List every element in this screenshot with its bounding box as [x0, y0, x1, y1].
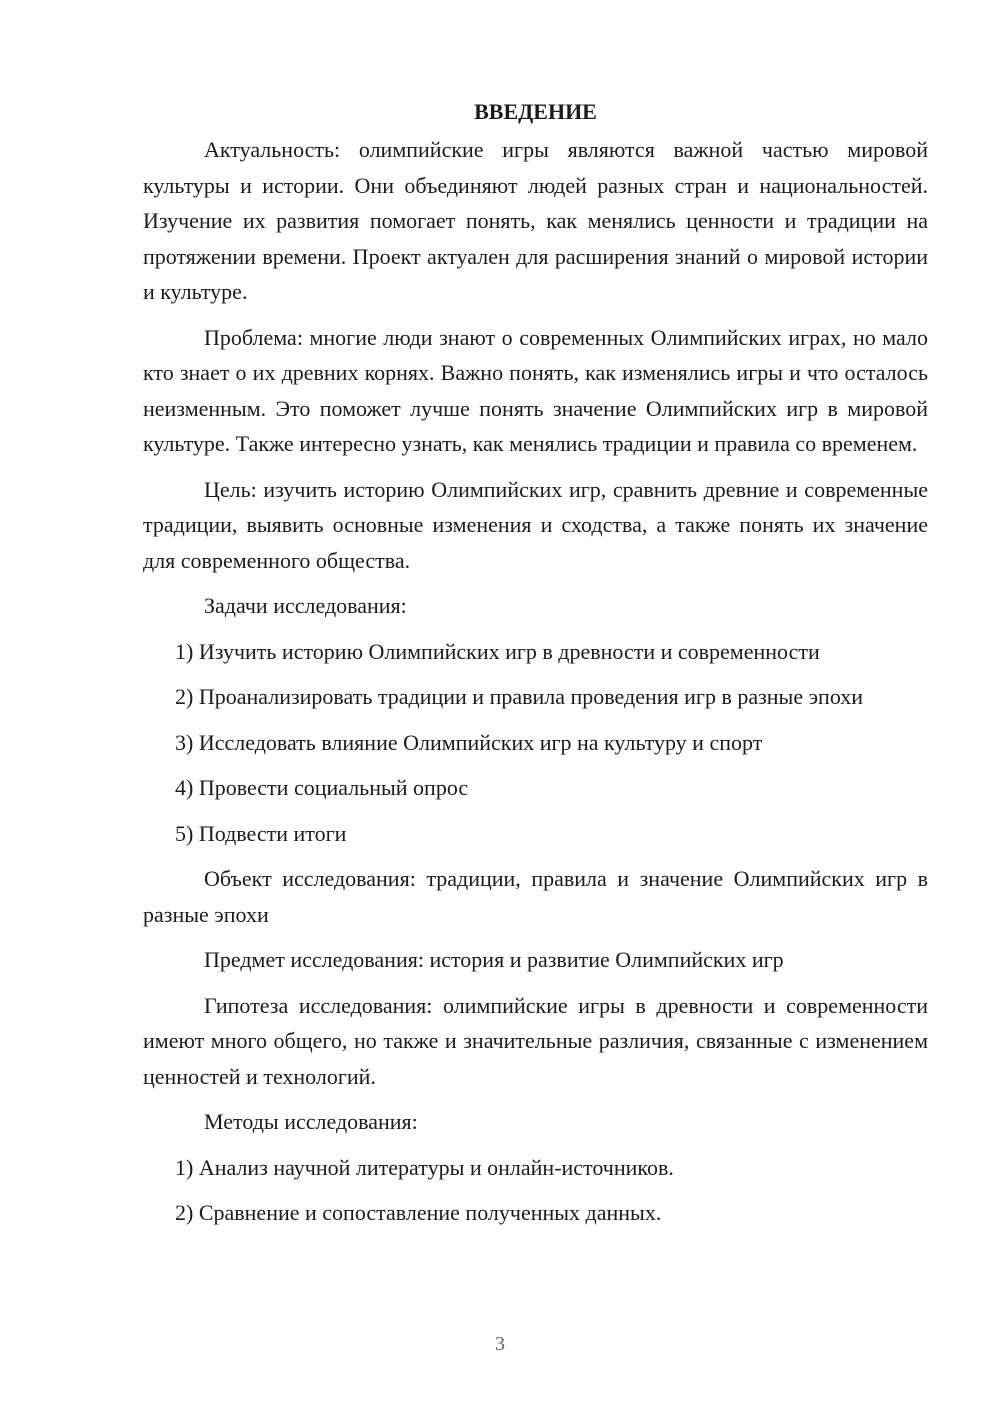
- object-paragraph: Объект исследования: традиции, правила и значение Олимпийских игр в разные эпохи: [143, 866, 928, 927]
- task-item: 3) Исследовать влияние Олимпийских игр на культуру и спорт: [175, 729, 763, 755]
- task-item: 1) Изучить историю Олимпийских игр в древности и современности: [175, 638, 820, 664]
- tasks-heading: Задачи исследования:: [204, 593, 407, 618]
- document-page: [143, 96, 928, 1241]
- methods-heading: Методы исследования:: [204, 1109, 418, 1134]
- task-item: 2) Проанализировать традиции и правила проведения игр в разные эпохи: [175, 684, 864, 709]
- task-item: 4) Провести социальный опрос: [175, 775, 469, 800]
- hypothesis-paragraph: Гипотеза исследования: олимпийские игры в древности и современности имеют много общего, но также и значительные различия, связанные с изменением ценностей и технологий.: [143, 992, 928, 1089]
- goal-paragraph: Цель: изучить историю Олимпийских игр, сравнить древние и современные традиции, выявить основные изменения и сходства, а также понять их значение для современного общества.: [143, 476, 928, 573]
- method-item: 1) Анализ научной литературы и онлайн-источников.: [175, 1154, 674, 1180]
- page-number: 3: [495, 1333, 505, 1355]
- method-item: 2) Сравнение и сопоставление полученных данных.: [175, 1200, 662, 1225]
- task-item: 5) Подвести итоги: [175, 820, 347, 846]
- subject-paragraph: Предмет исследования: история и развитие Олимпийских игр: [204, 947, 784, 972]
- section-title: ВВЕДЕНИЕ: [474, 99, 597, 124]
- problem-paragraph: Проблема: многие люди знают о современных Олимпийских играх, но мало кто знает о их древних корнях. Важно понять, как изменялись игры и что осталось неизменным. Это поможет лучше понять значение Олимпийских игр в мировой культуре. Также интересно узнать, как менялись традиции и правила со временем.: [143, 324, 928, 456]
- relevance-paragraph: Актуальность: олимпийские игры являются важной частью мировой культуры и истории. Они объединяют людей разных стран и национальностей. Изучение их развития помогает понять, как менялись ценности и традиции на протяжении времени. Проект актуален для расширения знаний о мировой истории и культуре.: [143, 137, 928, 304]
